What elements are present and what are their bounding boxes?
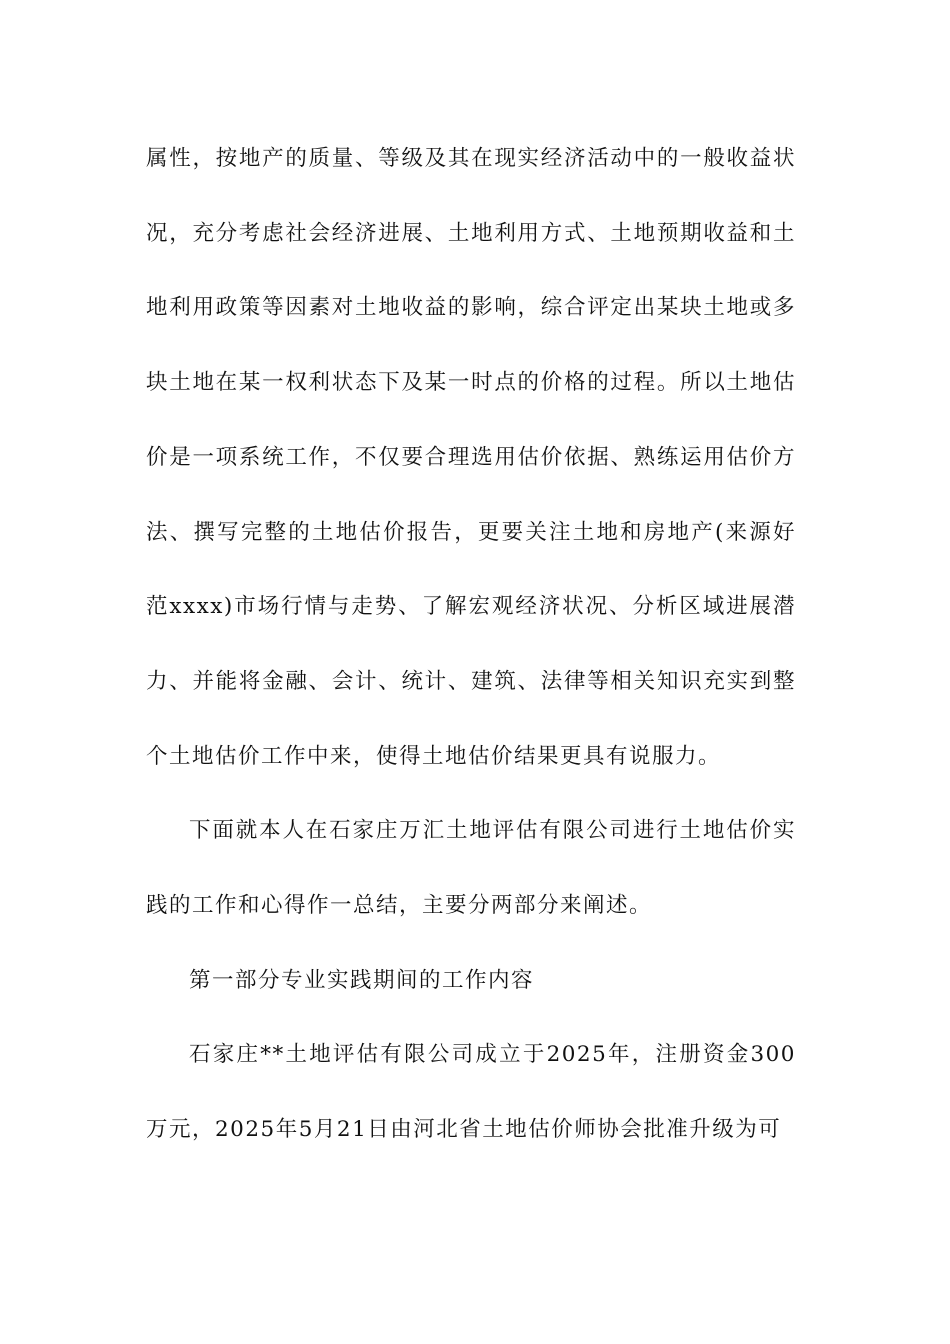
section-heading-part-one: 第一部分专业实践期间的工作内容 xyxy=(189,967,535,993)
paragraph-land-valuation-definition: 属性，按地产的质量、等级及其在现实经济活动中的一般收益状况，充分考虑社会经济进展、土地利用方式、土地预期收益和土地利用政策等因素对土地收益的影响，综合评定出某块土地或多块土地在某一权利状态下及某一时点的价格的过程。所以土地估价是一项系统工作，不仅要合理选用估价依据、熟练运用估价方法、撰写完整的土地估价报告，更要关注土地和房地产(来源好范xxxx)市场行情与走势、了解宏观经济状况、分析区域进展潜力、并能将金融、会计、统计、建筑、法律等相关知识充实到整个土地估价工作中来，使得土地估价结果更具有说服力。 xyxy=(146,146,796,769)
document-body xyxy=(146,122,796,1168)
paragraph-summary-intro: 下面就本人在石家庄万汇土地评估有限公司进行土地估价实践的工作和心得作一总结，主要分两部分来阐述。 xyxy=(146,818,796,919)
paragraph-company-intro: 石家庄**土地评估有限公司成立于2025年，注册资金300万元，2025年5月21日由河北省土地估价师协会批准升级为可 xyxy=(146,1042,796,1143)
